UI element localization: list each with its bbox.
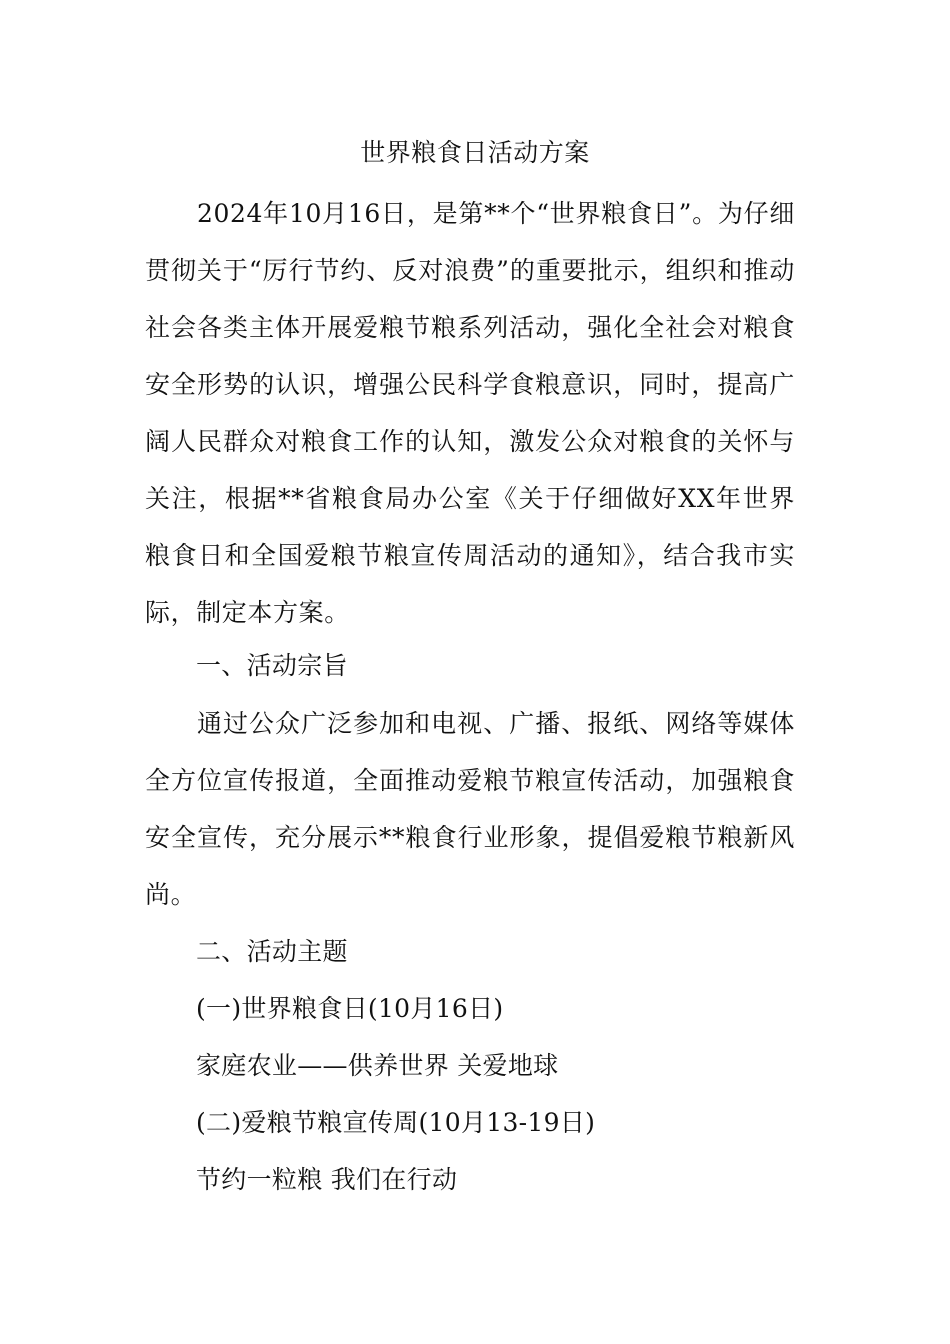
world-food-day-theme: 家庭农业——供养世界 关爱地球 <box>196 1051 559 1080</box>
section-heading-theme: 二、活动主题 <box>196 937 348 966</box>
document-title: 世界粮食日活动方案 <box>360 138 590 167</box>
section-heading-purpose: 一、活动宗旨 <box>196 651 348 680</box>
subsection-heading-world-food-day: (一)世界粮食日(10月16日) <box>196 994 504 1023</box>
subsection-heading-publicity-week: (二)爱粮节粮宣传周(10月13-19日) <box>196 1108 596 1137</box>
purpose-paragraph: 通过公众广泛参加和电视、广播、报纸、网络等媒体全方位宣传报道，全面推动爱粮节粮宣传活动，加强粮食安全宣传，充分展示**粮食行业形象，提倡爱粮节粮新风尚。 <box>145 709 795 909</box>
intro-paragraph: 2024年10月16日，是第**个“世界粮食日”。为仔细贯彻关于“厉行节约、反对浪费”的重要批示，组织和推动社会各类主体开展爱粮节粮系列活动，强化全社会对粮食安全形势的认识，增强公民科学食粮意识，同时，提高广阔人民群众对粮食工作的认知，激发公众对粮食的关怀与关注，根据**省粮食局办公室《关于仔细做好XX年世界粮食日和全国爱粮节粮宣传周活动的通知》，结合我市实际，制定本方案。 <box>145 199 795 627</box>
publicity-week-theme: 节约一粒粮 我们在行动 <box>196 1165 458 1194</box>
